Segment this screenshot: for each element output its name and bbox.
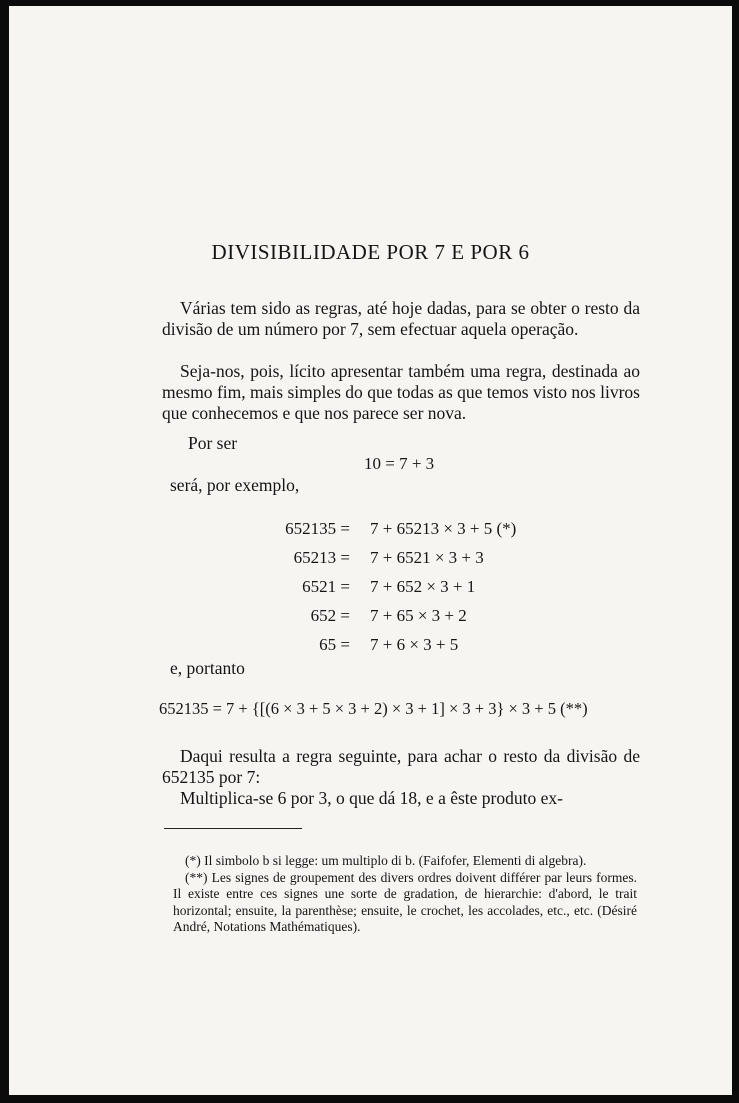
footnote-1: (*) Il simbolo b si legge: um multiplo di b. (Faifofer, Elementi di algebra).	[185, 853, 587, 868]
paragraph-1-text: Várias tem sido as regras, até hoje dadas, para se obter o resto da divisão de um número por 7, sem efectuar aquela operação.	[162, 298, 640, 339]
equation-5-right: 7 + 6 × 3 + 5	[370, 635, 459, 654]
equation-2-left: 65213 =	[293, 548, 350, 567]
equation-main: 652135 = 7 + {[(6 × 3 + 5 × 3 + 2) × 3 + 1] × 3 + 3} × 3 + 5 (**)	[159, 699, 588, 718]
footnote-2: (**) Les signes de groupement des divers ordres doivent différer par leurs formes. Il existe entre ces signes une sorte de gradation, de hierarchie: d'abord, le trait horizontal; ensuite, la parenthèse; ensuite, le crochet, les accolades, etc., etc. (Désiré André, Notations Mathématiques).	[173, 869, 637, 934]
equation-4-right: 7 + 65 × 3 + 2	[370, 606, 467, 625]
paragraph-rule-text: Daqui resulta a regra seguinte, para achar o resto da divisão de 652135 por 7:	[162, 746, 640, 787]
paragraph-2	[162, 361, 640, 424]
paragraph-2-text: Seja-nos, pois, lícito apresentar também uma regra, destinada ao mesmo fim, mais simples do que todas as que temos visto nos livros que conhecemos e que nos parece ser nova.	[162, 361, 640, 423]
paragraph-portanto: e, portanto	[170, 658, 245, 678]
equation-4-left: 652 =	[310, 606, 350, 625]
paragraph-rule	[162, 746, 640, 788]
paragraph-por-ser: Por ser	[188, 433, 238, 453]
document-page	[9, 6, 732, 1095]
footnote-divider	[164, 828, 302, 829]
equation-1-left: 652135 =	[285, 519, 350, 538]
equation-2-right: 7 + 6521 × 3 + 3	[370, 548, 484, 567]
footnotes	[173, 853, 637, 936]
equation-1-right: 7 + 65213 × 3 + 5 (*)	[370, 519, 517, 538]
equation-5-left: 65 =	[319, 635, 350, 654]
equation-3-right: 7 + 652 × 3 + 1	[370, 577, 476, 596]
paragraph-example: será, por exemplo,	[170, 475, 300, 495]
equation-3-left: 6521 =	[302, 577, 350, 596]
paragraph-multiply	[162, 788, 640, 809]
paragraph-multiply-text: Multiplica-se 6 por 3, o que dá 18, e a êste produto ex-	[180, 788, 563, 808]
page-title: DIVISIBILIDADE POR 7 E POR 6	[211, 240, 530, 264]
equation-base: 10 = 7 + 3	[364, 454, 435, 473]
paragraph-1	[162, 298, 640, 340]
